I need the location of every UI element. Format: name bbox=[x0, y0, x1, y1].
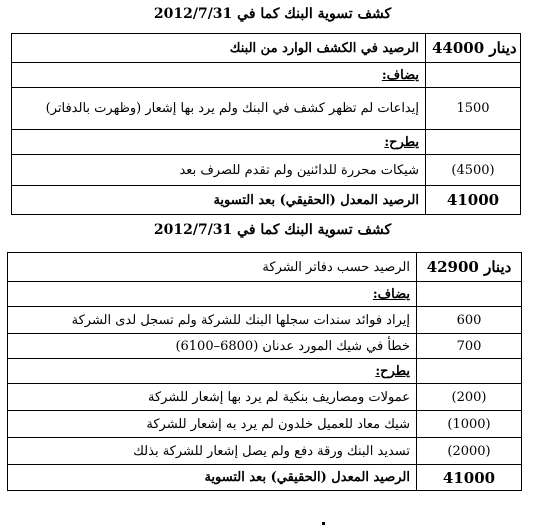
amount-cell: 700 bbox=[417, 334, 522, 359]
amount-cell: 1500 bbox=[426, 88, 521, 130]
section-heading-row bbox=[8, 282, 522, 307]
description-cell: تسديد البنك ورقة دفع ولم يصل إشعار للشركة بذلك bbox=[8, 438, 417, 465]
description-cell: يضاف: bbox=[8, 282, 417, 307]
table-row bbox=[8, 384, 522, 411]
table-row bbox=[8, 334, 522, 359]
section-heading-row bbox=[8, 359, 522, 384]
section-heading-row bbox=[12, 63, 521, 88]
amount-cell: 41000 bbox=[426, 186, 521, 215]
description-cell: شيكات محررة للدائنين ولم تقدم للصرف بعد bbox=[12, 155, 426, 186]
balance-row bbox=[8, 465, 522, 491]
table-row bbox=[12, 155, 521, 186]
description-cell: يطرح: bbox=[8, 359, 417, 384]
statement-1-table bbox=[11, 33, 521, 215]
statement-1-rows bbox=[12, 34, 521, 215]
amount-cell bbox=[417, 282, 522, 307]
description-cell: الرصيد المعدل (الحقيقي) بعد التسوية bbox=[8, 465, 417, 491]
balance-row bbox=[12, 34, 521, 63]
table-row bbox=[12, 88, 521, 130]
description-cell: يطرح: bbox=[12, 130, 426, 155]
description-cell: الرصيد في الكشف الوارد من البنك bbox=[12, 34, 426, 63]
amount-cell bbox=[426, 130, 521, 155]
table-row bbox=[8, 307, 522, 334]
statement-2-title: كشف تسوية البنك كما في 2012/7/31 bbox=[153, 222, 392, 238]
description-cell: عمولات ومصاريف بنكية لم يرد بها إشعار للشركة bbox=[8, 384, 417, 411]
amount-cell: (4500) bbox=[426, 155, 521, 186]
amount-cell: 41000 bbox=[417, 465, 522, 491]
description-cell: الرصيد المعدل (الحقيقي) بعد التسوية bbox=[12, 186, 426, 215]
table-row bbox=[8, 438, 522, 465]
stray-mark bbox=[322, 522, 325, 525]
description-cell: إيداعات لم تظهر كشف في البنك ولم يرد بها إشعار (وظهرت بالدفاتر) bbox=[12, 88, 426, 130]
section-heading-row bbox=[12, 130, 521, 155]
description-cell: يضاف: bbox=[12, 63, 426, 88]
amount-cell: 600 bbox=[417, 307, 522, 334]
description-cell: إيراد فوائد سندات سجلها البنك للشركة ولم تسجل لدى الشركة bbox=[8, 307, 417, 334]
statement-2-rows bbox=[8, 253, 522, 491]
amount-cell: (200) bbox=[417, 384, 522, 411]
amount-cell: 42900 دينار bbox=[417, 253, 522, 282]
statement-1-title: كشف تسوية البنك كما في 2012/7/31 bbox=[153, 6, 392, 22]
amount-cell: (1000) bbox=[417, 411, 522, 438]
description-cell: شيك معاد للعميل خلدون لم يرد به إشعار للشركة bbox=[8, 411, 417, 438]
description-cell: الرصيد حسب دفاتر الشركة bbox=[8, 253, 417, 282]
amount-cell: (2000) bbox=[417, 438, 522, 465]
balance-row bbox=[12, 186, 521, 215]
table-row bbox=[8, 253, 522, 282]
statement-2-table bbox=[7, 252, 522, 491]
amount-cell bbox=[417, 359, 522, 384]
description-cell: خطأ في شيك المورد عدنان (6800–6100) bbox=[8, 334, 417, 359]
table-row bbox=[8, 411, 522, 438]
amount-cell bbox=[426, 63, 521, 88]
amount-cell: 44000 دينار bbox=[426, 34, 521, 63]
